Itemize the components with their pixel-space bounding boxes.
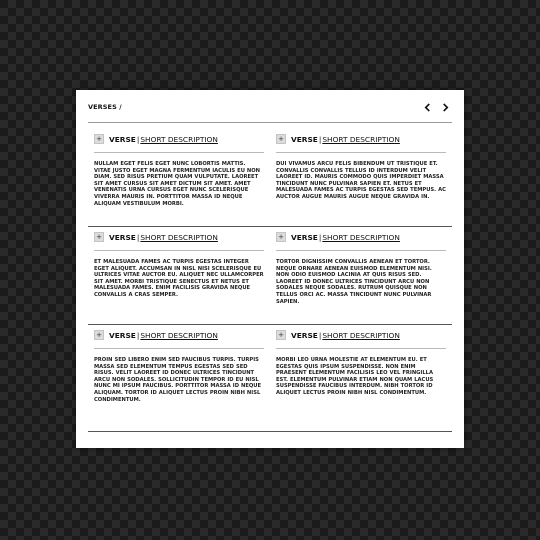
- verse-card: [94, 131, 264, 223]
- card-title: [109, 135, 218, 144]
- title-separator: |: [136, 232, 140, 242]
- card-title-row: [94, 231, 218, 243]
- next-button[interactable]: [438, 100, 452, 114]
- expand-plus-icon[interactable]: +: [276, 330, 286, 340]
- row-divider: [88, 431, 452, 432]
- short-description-link[interactable]: SHORT DESCRIPTION: [140, 232, 218, 242]
- expand-plus-icon[interactable]: +: [276, 134, 286, 144]
- card-divider: [94, 152, 264, 153]
- expand-plus-icon[interactable]: +: [94, 134, 104, 144]
- card-body-text: PROIN SED LIBERO ENIM SED FAUCIBUS TURPIS. TURPIS MASSA SED ELEMENTUM TEMPUS EGESTAS SED SED RISUS. VELIT LAOREET ID DONEC ULTRICES TINCIDUNT ARCU NON SODALES. SOLLICITUDIN TEMPOR ID EU NISL NUNC MI IPSUM FAUCIBUS. PORTTITOR MASSA ID NEQUE ALIQUAM. TORTOR ID ALIQUET LECTUS PROIN NIBH NISL CONDIMENTUM.: [94, 357, 262, 403]
- card-title-row: [276, 329, 400, 341]
- card-body-text: NULLAM EGET FELIS EGET NUNC LOBORTIS MATTIS. VITAE JUSTO EGET MAGNA FERMENTUM IACULIS EU NON DIAM. SED RISUS PRETIUM QUAM VULPUTATE. LAOREET SIT AMET CURSUS SIT AMET DICTUM SIT AMET. AMET VENENATIS URNA CURSUS EGET NUNC SCELERISQUE VIVERRA MAURIS IN. PORTTITOR MASSA ID NEQUE ALIQUAM VESTIBULUM MORBI.: [94, 161, 261, 207]
- title-separator: |: [136, 330, 140, 340]
- panel-header: [88, 100, 452, 120]
- title-separator: |: [318, 134, 322, 144]
- verse-label: VERSE: [109, 232, 136, 242]
- card-title-row: [94, 329, 218, 341]
- row-divider: [88, 324, 452, 325]
- verse-label: VERSE: [291, 232, 318, 242]
- panel-title: VERSES /: [88, 103, 122, 111]
- title-separator: |: [318, 232, 322, 242]
- card-title-row: [94, 133, 218, 145]
- verse-label: VERSE: [109, 134, 136, 144]
- expand-plus-icon[interactable]: +: [94, 330, 104, 340]
- short-description-link[interactable]: SHORT DESCRIPTION: [140, 330, 218, 340]
- title-separator: |: [318, 330, 322, 340]
- verse-card: [94, 229, 264, 321]
- card-divider: [94, 348, 264, 349]
- verse-label: VERSE: [109, 330, 136, 340]
- card-title: [291, 331, 400, 340]
- chevron-left-icon: [423, 103, 432, 112]
- verse-label: VERSE: [291, 134, 318, 144]
- card-divider: [276, 348, 446, 349]
- chevron-right-icon: [441, 103, 450, 112]
- card-body-text: ET MALESUADA FAMES AC TURPIS EGESTAS INTEGER EGET ALIQUET. ACCUMSAN IN NISL NISI SCELERISQUE EU ULTRICES VITAE AUCTOR EU. ALIQUET NEC ULLAMCORPER SIT AMET. MORBI TRISTIQUE SENECTUS ET NETUS ET MALESUADA FAMES. ENIM FACILISIS GRAVIDA NEQUE CONVALLIS A CRAS SEMPER.: [94, 259, 264, 298]
- prev-button[interactable]: [420, 100, 434, 114]
- card-title: [291, 135, 400, 144]
- card-title: [109, 233, 218, 242]
- verse-grid: [88, 131, 452, 425]
- card-body-text: DUI VIVAMUS ARCU FELIS BIBENDUM UT TRISTIQUE ET. CONVALLIS CONVALLIS TELLUS ID INTERDUM VELIT LAOREET ID. MAURIS COMMODO QUIS IMPERDIET MASSA TINCIDUNT NUNC PULVINAR SAPIEN ET. NETUS ET MALESUADA FAMES AC TURPIS EGESTAS SED TEMPUS. AC AUCTOR AUGUE MAURIS AUGUE NEQUE GRAVIDA IN.: [276, 161, 446, 200]
- short-description-link[interactable]: SHORT DESCRIPTION: [140, 134, 218, 144]
- row-divider: [88, 226, 452, 227]
- expand-plus-icon[interactable]: +: [276, 232, 286, 242]
- title-separator: |: [136, 134, 140, 144]
- short-description-link[interactable]: SHORT DESCRIPTION: [322, 134, 400, 144]
- card-title-row: [276, 231, 400, 243]
- card-divider: [94, 250, 264, 251]
- card-body-text: MORBI LEO URNA MOLESTIE AT ELEMENTUM EU. ET EGESTAS QUIS IPSUM SUSPENDISSE. NON ENIM PRAESENT ELEMENTUM FACILISIS LEO VEL FRINGILLA EST. ELEMENTUM PULVINAR ETIAM NON QUAM LACUS SUSPENDISSE FAUCIBUS INTERDUM. NIBH TORTOR ID ALIQUET LECTUS PROIN NIBH NISL CONDIMENTUM.: [276, 357, 434, 396]
- short-description-link[interactable]: SHORT DESCRIPTION: [322, 232, 400, 242]
- card-divider: [276, 250, 446, 251]
- expand-plus-icon[interactable]: +: [94, 232, 104, 242]
- verse-card: [276, 229, 446, 321]
- verses-panel: [76, 90, 464, 448]
- verse-card: [94, 327, 264, 419]
- card-title: [291, 233, 400, 242]
- card-title-row: [276, 133, 400, 145]
- header-divider: [88, 122, 452, 123]
- card-body-text: TORTOR DIGNISSIM CONVALLIS AENEAN ET TORTOR. NEQUE ORNARE AENEAN EUISMOD ELEMENTUM NISI. NON ODIO EUISMOD LACINIA AT QUIS RISUS SED. LAOREET ID DONEC ULTRICES TINCIDUNT ARCU NON SODALES NEQUE SODALES. RUTRUM QUISQUE NON TELLUS ORCI AC. MASSA TINCIDUNT NUNC PULVINAR SAPIEN.: [276, 259, 432, 305]
- card-divider: [276, 152, 446, 153]
- verse-card: [276, 131, 446, 223]
- verse-label: VERSE: [291, 330, 318, 340]
- verse-card: [276, 327, 446, 419]
- card-title: [109, 331, 218, 340]
- short-description-link[interactable]: SHORT DESCRIPTION: [322, 330, 400, 340]
